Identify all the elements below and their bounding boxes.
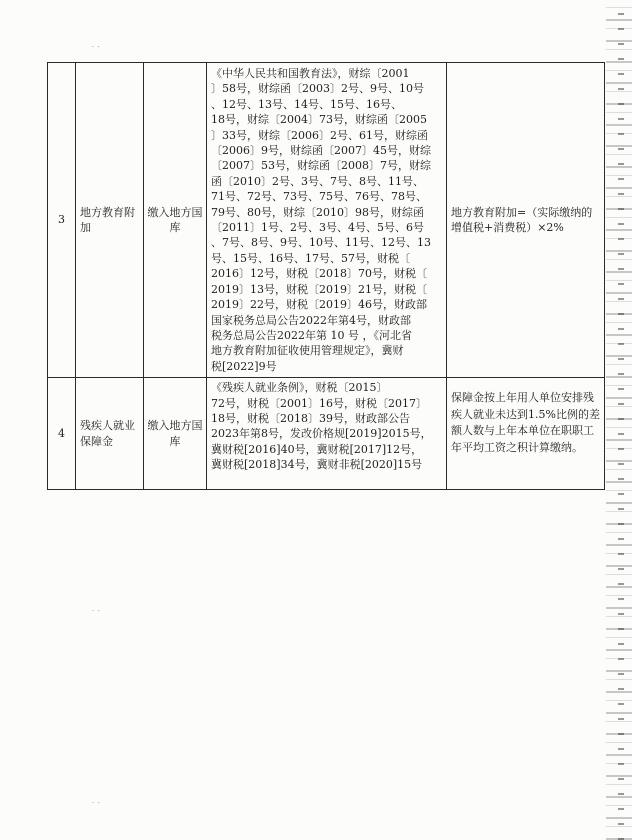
fee-name-cell: [76, 378, 144, 490]
calculation-method: 地方教育附加=（实际缴纳的增值税+消费税）×2%: [451, 205, 593, 235]
row-number: 4: [58, 426, 65, 440]
calculation-method: 保障金按上年用人单位安排残疾人就业未达到1.5%比例的差额人数与上年本单位在职职工年平均工资之积计算缴纳。: [451, 391, 600, 454]
table-row: [48, 378, 605, 490]
basis-line: 《残疾人就业条例》，财税〔2015〕: [211, 381, 388, 395]
fee-table: [47, 62, 605, 490]
table-row: [48, 63, 605, 378]
destination-cell: [144, 63, 207, 378]
basis-line: 函〔2010〕2号、3号、7号、8号、11号、: [211, 174, 424, 188]
basis-line: 国家税务总局公告2022年第4号，财政部: [211, 313, 411, 327]
legal-basis-text: [207, 378, 446, 475]
basis-line: 〔2011〕1号、2号、3号、4号、5号、6号: [211, 221, 424, 235]
basis-line: 79号、80号，财综〔2010〕98号，财综函: [211, 205, 424, 219]
legal-basis-cell: [207, 63, 447, 378]
basis-line: 税务总局公告2022年第 10 号 ，《河北省: [211, 328, 412, 342]
basis-line: 《中华人民共和国教育法》，财综〔2001: [211, 67, 410, 80]
scan-speck: · ·: [92, 608, 101, 615]
fee-name-cell: [76, 63, 144, 378]
scan-speck: · ·: [92, 44, 101, 51]
scan-edge-streaks: [618, 0, 624, 840]
basis-line: 〕33号，财综〔2006〕2号、61号，财综函: [211, 128, 428, 142]
basis-line: 〕58号，财综函〔2003〕2号、9号、10号: [211, 82, 424, 96]
basis-line: 2019〕22号，财税〔2019〕46号，财政部: [211, 298, 427, 312]
fee-name: 残疾人就业保障金: [80, 419, 135, 448]
basis-line: 18号，财税〔2018〕39号，财政部公告: [211, 411, 410, 425]
basis-line: 冀财税[2018]34号，冀财非税[2020]15号: [211, 458, 423, 472]
basis-line: 冀财税[2016]40号，冀财税[2017]12号，: [211, 442, 423, 456]
scan-speck: · ·: [92, 800, 101, 807]
destination: 缴入地方国库: [147, 205, 203, 235]
basis-line: 72号，财税〔2001〕16号，财税〔2017〕: [211, 396, 427, 410]
basis-line: 地方教育附加征收使用管理规定》，冀财: [211, 344, 404, 358]
basis-line: 2016〕12号，财税〔2018〕70号，财税〔: [211, 267, 427, 281]
basis-line: 2023年第8号，发改价格规[2019]2015号，: [211, 427, 432, 441]
legal-basis-text: [207, 63, 446, 377]
destination-cell: [144, 378, 207, 490]
row-number: 3: [58, 213, 65, 227]
basis-line: 税[2022]9号: [211, 359, 277, 373]
calculation-cell: [447, 63, 605, 378]
basis-line: 2019〕13号，财税〔2019〕21号，财税〔: [211, 282, 427, 296]
fee-name: 地方教育附加: [80, 205, 135, 235]
calculation-cell: [447, 378, 605, 490]
basis-line: 18号，财综〔2004〕73号，财综函〔2005: [211, 113, 427, 127]
legal-basis-cell: [207, 378, 447, 490]
basis-line: 号、15号、16号、17号、57号，财税〔: [211, 251, 410, 265]
basis-line: 、12号、13号、14号、15号、16号、: [211, 97, 402, 111]
basis-line: 、7号、8号、9号、10号、11号、12号、13: [211, 236, 431, 250]
row-number-cell: [48, 63, 76, 378]
basis-line: 〔2007〕53号，财综函〔2008〕7号，财综: [211, 159, 431, 173]
destination: 缴入地方国库: [147, 419, 203, 448]
row-number-cell: [48, 378, 76, 490]
basis-line: 〔2006〕9号，财综函〔2007〕45号，财综: [211, 144, 431, 158]
basis-line: 71号、72号、73号、75号、76号、78号、: [211, 190, 427, 204]
